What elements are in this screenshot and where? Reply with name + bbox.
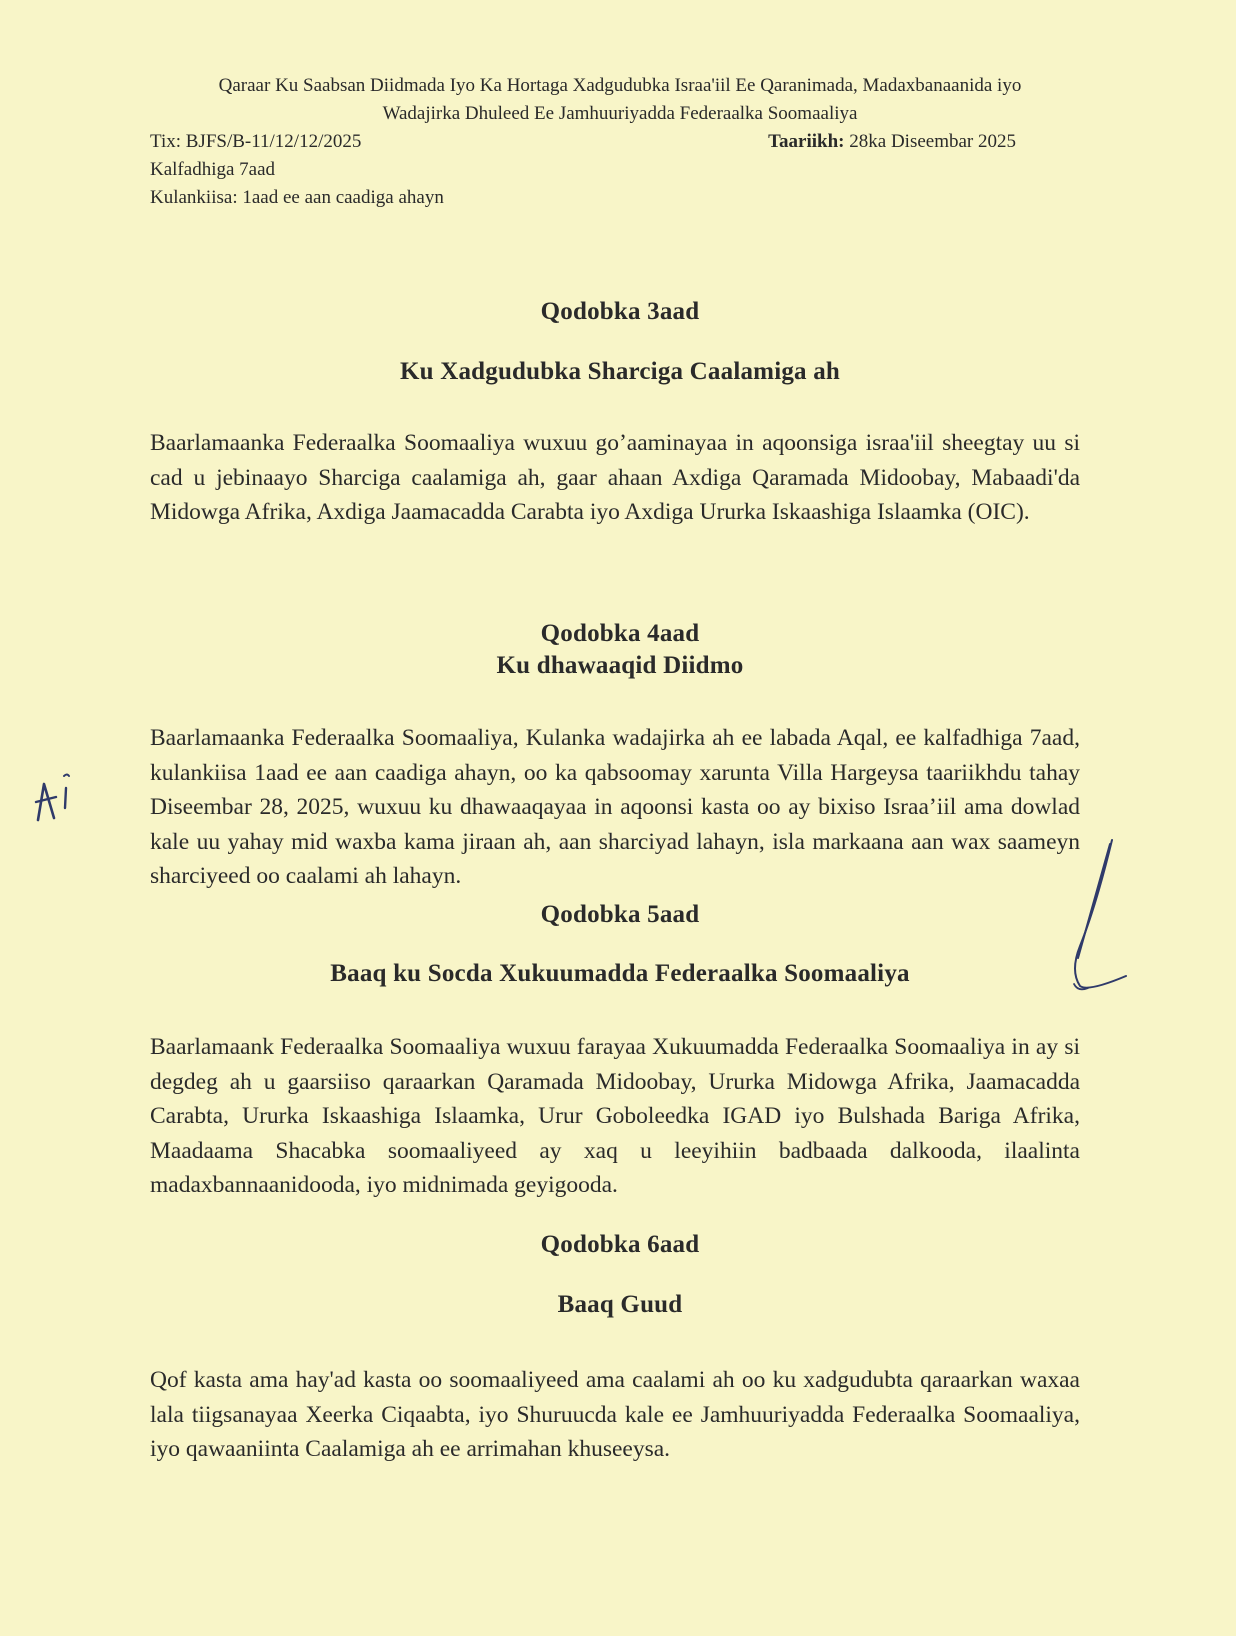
document-date (768, 128, 1016, 156)
session-line: Kalfadhiga 7aad (150, 159, 276, 180)
article-5-body: Baarlamaank Federaalka Soomaaliya wuxuu farayaa Xukuumadda Federaalka Soomaaliya in ay si degdeg ah u gaarsiiso qaraarkan Qaramada Midoobay, Ururka Midowga Afrika, Jaamacadda Carabta, Ururka Iskaashiga Islaamka, Urur Goboleedka IGAD iyo Bulshada Bariga Afrika, Maadaama Shacabka soomaaliyeed ay xaq u leeyihiin badbaada dalkooda, ilaalinta madaxbannaanidooda, iyo midnimada geyigooda. (150, 1034, 1080, 1198)
document-header (150, 72, 1090, 212)
date-value: 28ka Diseembar 2025 (849, 131, 1016, 152)
header-title-line-2: Wadajirka Dhuleed Ee Jamhuuriyadda Federaalka Soomaaliya (382, 103, 858, 124)
article-3-body: Baarlamaanka Federaalka Soomaaliya wuxuu go’aaminayaa in aqoonsiga israa'iil sheegtay uu si cad u jebinaayo Sharciga caalamiga ah, gaar ahaan Axdiga Qaramada Midoobay, Mabaadi'da Midowga Afrika, Axdiga Jaamacadda Carabta iyo Axdiga Ururka Iskaashiga Islaamka (OIC). (150, 430, 1080, 525)
article-4-body: Baarlamaanka Federaalka Soomaaliya, Kulanka wadajirka ah ee labada Aqal, ee kalfadhiga 7aad, kulankiisa 1aad ee aan caadiga ahayn, oo ka qabsoomay xarunta Villa Hargeysa taariikhdu tahay Diseembar 28, 2025, wuxuu ku dhawaaqayaa in aqoonsi kasta oo ay bixiso Israa’iil ama dowlad kale uu yahay mid waxba kama jiraan ah, aan sharciyad lahayn, isla markaana aan wax saameyn sharciyeed oo caalami ah lahayn. (150, 725, 1080, 889)
article-3-subheading: Ku Xadgudubka Sharciga Caalamiga ah (400, 358, 840, 385)
article-6-body: Qof kasta ama hay'ad kasta oo soomaaliyeed ama caalami ah oo ku xadgudubta qaraarkan waxaa lala tiigsanayaa Xeerka Ciqaabta, iyo Shuruucda kale ee Jamhuuriyadda Federaalka Soomaaliya, iyo qawaaniinta Caalamiga ah ee arrimahan khuseeysa. (150, 1367, 1080, 1462)
article-6-subheading: Baaq Guud (557, 1291, 683, 1318)
initials-signature-icon (32, 770, 82, 826)
article-5-subheading: Baaq ku Socda Xukuumadda Federaalka Soomaaliya (330, 960, 910, 987)
header-ref-date-row (150, 128, 1016, 156)
article-6-heading: Qodobka 6aad (540, 1231, 700, 1258)
header-title-line-1: Qaraar Ku Saabsan Diidmada Iyo Ka Hortaga Xadgudubka Israa'iil Ee Qaranimada, Madaxbanaanida iyo (218, 75, 1022, 96)
article-4-heading: Qodobka 4aad (540, 620, 700, 647)
signature-icon (1066, 836, 1146, 996)
reference-number: Tix: BJFS/B-11/12/12/2025 (150, 131, 362, 152)
meeting-line: Kulankiisa: 1aad ee aan caadiga ahayn (150, 187, 444, 208)
article-3-heading: Qodobka 3aad (540, 298, 700, 325)
date-label: Taariikh: (768, 131, 845, 152)
article-5-heading: Qodobka 5aad (540, 901, 700, 928)
article-4-subheading: Ku dhawaaqid Diidmo (496, 652, 744, 679)
